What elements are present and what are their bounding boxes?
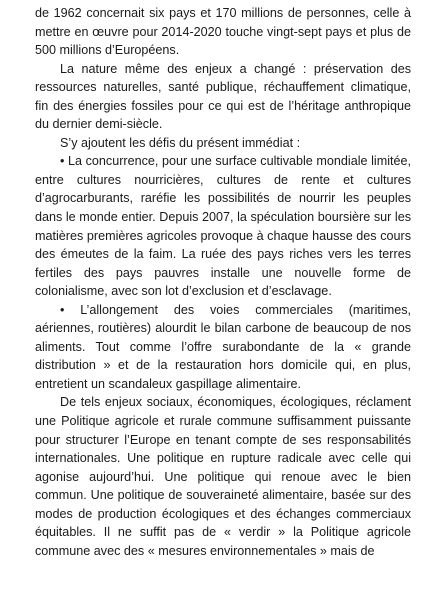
paragraph-6: De tels enjeux sociaux, économiques, écologiques, réclament une Politique agricole et rurale commune suffisamment puissante pour structurer l’Europe en tenant compte de ses responsabilités internationales. Une politique en rupture radicale avec celle qui agonise aujourd’hui. Une politique qui renoue avec le bien commun. Une politique de souveraineté alimentaire, basée sur des modes de production écologiques et des échanges commerciaux équitables. Il ne suffit pas de « verdir » la Politique agricole commune avec des « mesures environnementales » mais de (35, 395, 411, 558)
paragraph-2: La nature même des enjeux a changé : préservation des ressources naturelles, santé publique, réchauffement climatique, fin des énergies fossiles pour ce qui est de l’héritage anthropique du dernier demi-siècle. (35, 61, 411, 132)
bullet-paragraph-2: • L’allongement des voies commerciales (maritimes, aériennes, routières) alourdit le bilan carbone de beaucoup de nos aliments. Tout comme l’offre surabondante de la « grande distribution » et de la restauration hors domicile qui, en plus, entretient un scandaleux gaspillage alimentaire. (35, 302, 411, 391)
paragraph-3: S’y ajoutent les défis du présent immédiat : (60, 135, 301, 150)
bullet-paragraph-1: • La concurrence, pour une surface cultivable mondiale limitée, entre cultures nourricières, cultures de rente et cultures d’agrocarburants, raréfie les possibilités de nourrir les peuples dans le monde entier. Depuis 2007, la spéculation boursière sur les matières premières agricoles provoque à chaque hausse des cours des émeutes de la faim. La ruée des pays riches vers les terres fertiles des pays pauvres installe une nouvelle forme de colonialisme, avec son lot d’exclusion et d’esclavage. (35, 154, 411, 299)
document-page (35, 4, 411, 560)
paragraph-1: de 1962 concernait six pays et 170 millions de personnes, celle à mettre en œuvre pour 2014-2020 touche vingt-sept pays et plus de 500 millions d’Européens. (35, 6, 411, 58)
